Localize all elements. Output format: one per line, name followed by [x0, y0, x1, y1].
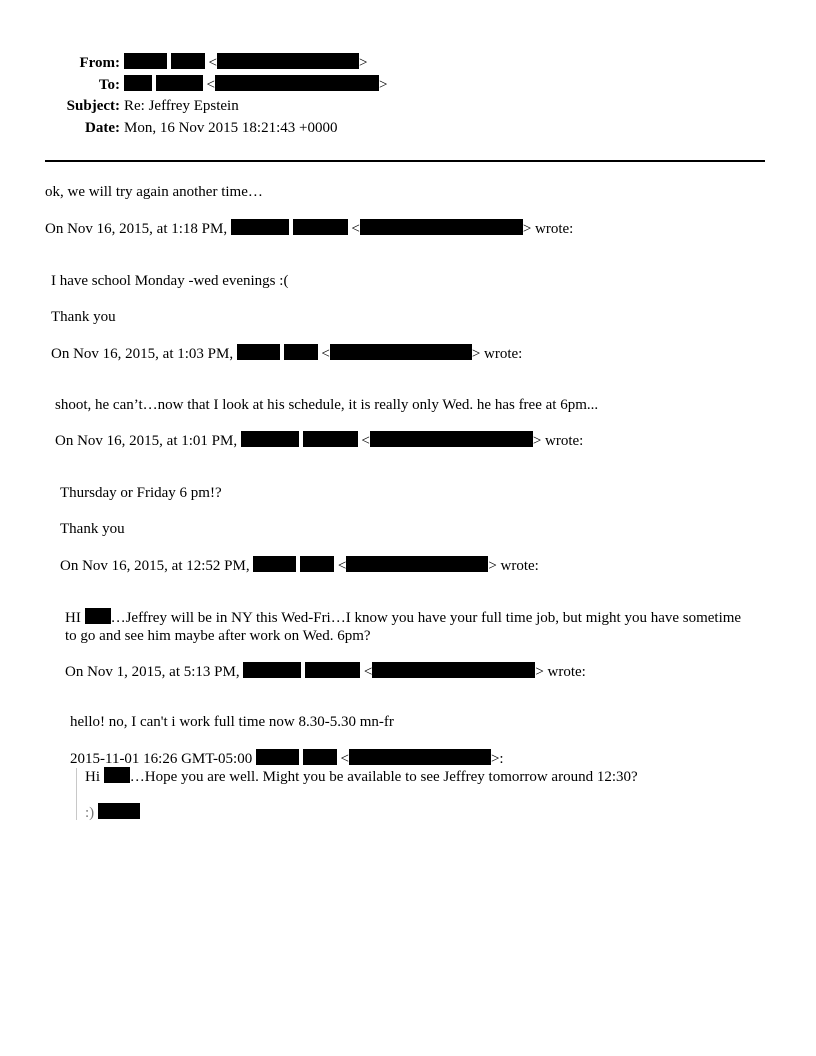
- quoted-message: Thank you: [51, 309, 116, 325]
- reply-message: ok, we will try again another time…: [45, 184, 263, 200]
- subject-label: Subject:: [66, 98, 120, 114]
- redaction: [256, 749, 299, 765]
- redaction: [372, 662, 535, 678]
- redaction: [360, 219, 523, 235]
- redaction: [346, 556, 488, 572]
- redaction: [124, 53, 167, 69]
- redaction: [237, 344, 280, 360]
- to-label: To:: [98, 77, 120, 93]
- redaction: [300, 556, 334, 572]
- date-label: Date:: [85, 120, 120, 136]
- quote-attribution: On Nov 1, 2015, at 5:13 PM, < > wrote:: [65, 664, 586, 680]
- subject-row: [0, 97, 239, 115]
- redaction: [231, 219, 289, 235]
- redaction: [253, 556, 296, 572]
- header-divider: [45, 160, 765, 162]
- quote-attribution: On Nov 16, 2015, at 1:18 PM, < > wrote:: [45, 221, 574, 237]
- redaction: [156, 75, 203, 91]
- to-row: To: < >: [0, 75, 387, 94]
- quote-attribution: On Nov 16, 2015, at 1:03 PM, < > wrote:: [51, 346, 523, 362]
- redaction: [303, 749, 337, 765]
- redaction: [293, 219, 348, 235]
- redaction: [243, 662, 301, 678]
- redaction: [124, 75, 152, 91]
- subject-value: Re: Jeffrey Epstein: [124, 98, 239, 114]
- redaction: [171, 53, 205, 69]
- quoted-signature: :): [85, 803, 140, 822]
- quote-attribution: On Nov 16, 2015, at 12:52 PM, < > wrote:: [60, 558, 539, 574]
- quote-attribution: 2015-11-01 16:26 GMT-05:00 < >:: [70, 751, 504, 767]
- redaction: [330, 344, 472, 360]
- quoted-message: Hi …Hope you are well. Might you be available to see Jeffrey tomorrow around 12:30?: [85, 769, 638, 785]
- quoted-message: I have school Monday -wed evenings :(: [51, 273, 289, 289]
- redaction: [305, 662, 360, 678]
- from-label: From:: [79, 55, 120, 71]
- redaction: [303, 431, 358, 447]
- redaction: [217, 53, 359, 69]
- quote-attribution: On Nov 16, 2015, at 1:01 PM, < > wrote:: [55, 433, 584, 449]
- quoted-message: shoot, he can’t…now that I look at his schedule, it is really only Wed. he has free at 6pm...: [55, 397, 599, 413]
- quoted-message: Thank you: [60, 521, 125, 537]
- redaction: [241, 431, 299, 447]
- redaction: [85, 608, 111, 624]
- date-value: Mon, 16 Nov 2015 18:21:43 +0000: [124, 120, 338, 136]
- date-row: [0, 119, 337, 137]
- redaction: [284, 344, 318, 360]
- quoted-message: Thursday or Friday 6 pm!?: [60, 485, 222, 501]
- redaction: [370, 431, 533, 447]
- redaction: [349, 749, 491, 765]
- redaction: [104, 767, 130, 783]
- from-row: From: < >: [0, 53, 367, 72]
- redaction: [215, 75, 379, 91]
- quote-bar: [76, 768, 77, 820]
- redaction: [98, 803, 140, 819]
- quoted-message: hello! no, I can't i work full time now 8.30-5.30 mn-fr: [70, 714, 394, 730]
- quoted-message: HI …Jeffrey will be in NY this Wed-Fri…I know you have your full time job, but might you have sometime to go and see him maybe after work on Wed. 6pm?: [65, 610, 742, 644]
